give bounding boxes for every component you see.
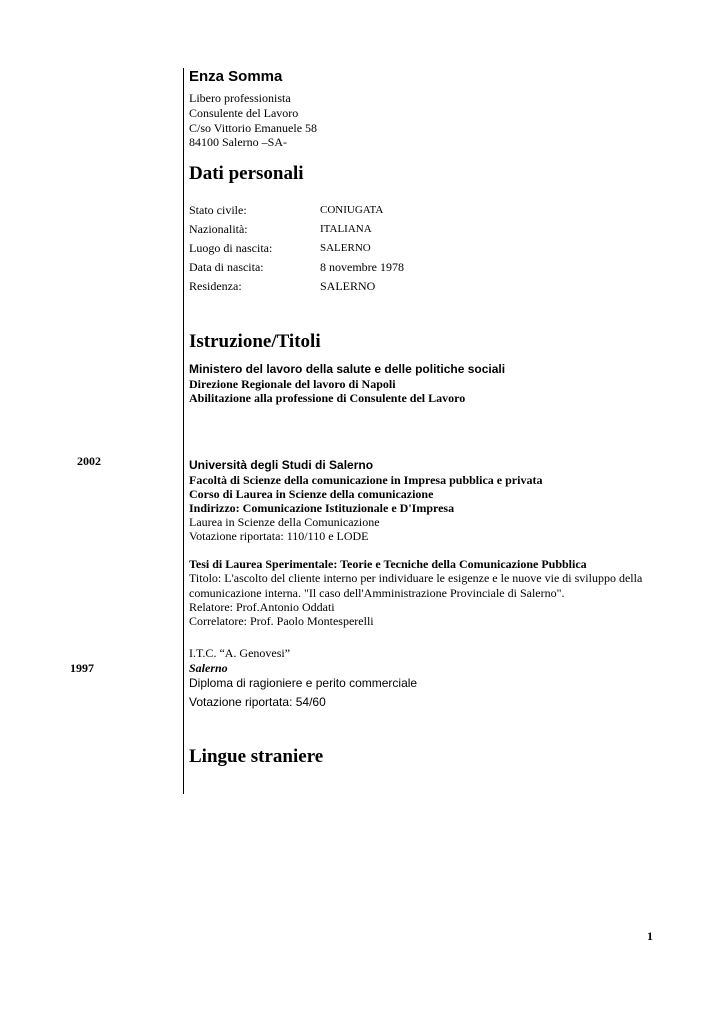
school-name: I.T.C. “A. Genovesi” bbox=[189, 646, 291, 660]
university-grade: Votazione riportata: 110/110 e LODE bbox=[189, 529, 369, 543]
year-1997: 1997 bbox=[70, 661, 94, 675]
university-heading: Università degli Studi di Salerno bbox=[189, 458, 374, 472]
school-grade: Votazione riportata: 54/60 bbox=[189, 695, 326, 709]
school-diploma: Diploma di ragioniere e perito commerciale bbox=[189, 676, 418, 690]
university-track: Indirizzo: Comunicazione Istituzionale e D'Impresa bbox=[189, 501, 455, 515]
thesis-coadvisor: Correlatore: Prof. Paolo Montesperelli bbox=[189, 614, 374, 628]
personal-value-marital: CONIUGATA bbox=[320, 204, 384, 216]
header-line-city: 84100 Salerno –SA- bbox=[189, 135, 287, 149]
ministry-heading: Ministero del lavoro della salute e delle politiche sociali bbox=[189, 362, 506, 376]
margin-rule bbox=[183, 68, 184, 794]
header-line-role: Consulente del Lavoro bbox=[189, 106, 299, 120]
school-city: Salerno bbox=[189, 661, 228, 675]
thesis-line: comunicazione interna. "Il caso dell'Amministrazione Provinciale di Salerno". bbox=[189, 586, 565, 600]
ministry-line: Direzione Regionale del lavoro di Napoli bbox=[189, 377, 396, 391]
personal-value-residence: SALERNO bbox=[320, 279, 376, 293]
thesis-advisor: Relatore: Prof.Antonio Oddati bbox=[189, 600, 335, 614]
personal-value-birthplace: SALERNO bbox=[320, 242, 371, 254]
personal-label-residence: Residenza: bbox=[189, 279, 242, 293]
university-course: Corso di Laurea in Scienze della comunicazione bbox=[189, 487, 434, 501]
thesis-title: Tesi di Laurea Sperimentale: Teorie e Tecniche della Comunicazione Pubblica bbox=[189, 557, 587, 571]
year-2002: 2002 bbox=[77, 454, 101, 468]
header-line-address: C/so Vittorio Emanuele 58 bbox=[189, 121, 318, 135]
ministry-line: Abilitazione alla professione di Consulente del Lavoro bbox=[189, 391, 466, 405]
personal-value-nationality: ITALIANA bbox=[320, 223, 372, 235]
university-degree: Laurea in Scienze della Comunicazione bbox=[189, 515, 380, 529]
personal-label-nationality: Nazionalità: bbox=[189, 222, 248, 236]
page-number: 1 bbox=[647, 929, 653, 943]
personal-label-birthplace: Luogo di nascita: bbox=[189, 241, 273, 255]
personal-label-marital: Stato civile: bbox=[189, 203, 247, 217]
section-title-education: Istruzione/Titoli bbox=[189, 331, 321, 352]
section-title-languages: Lingue straniere bbox=[189, 746, 324, 767]
section-title-personal: Dati personali bbox=[189, 163, 304, 184]
personal-label-birthdate: Data di nascita: bbox=[189, 260, 264, 274]
header-line-profession: Libero professionista bbox=[189, 91, 291, 105]
university-faculty: Facoltà di Scienze della comunicazione in Impresa pubblica e privata bbox=[189, 473, 543, 487]
full-name: Enza Somma bbox=[189, 68, 283, 85]
thesis-line: Titolo: L'ascolto del cliente interno per individuare le esigenze e le nuove vie di sviluppo della bbox=[189, 571, 643, 585]
personal-value-birthdate: 8 novembre 1978 bbox=[320, 260, 404, 274]
